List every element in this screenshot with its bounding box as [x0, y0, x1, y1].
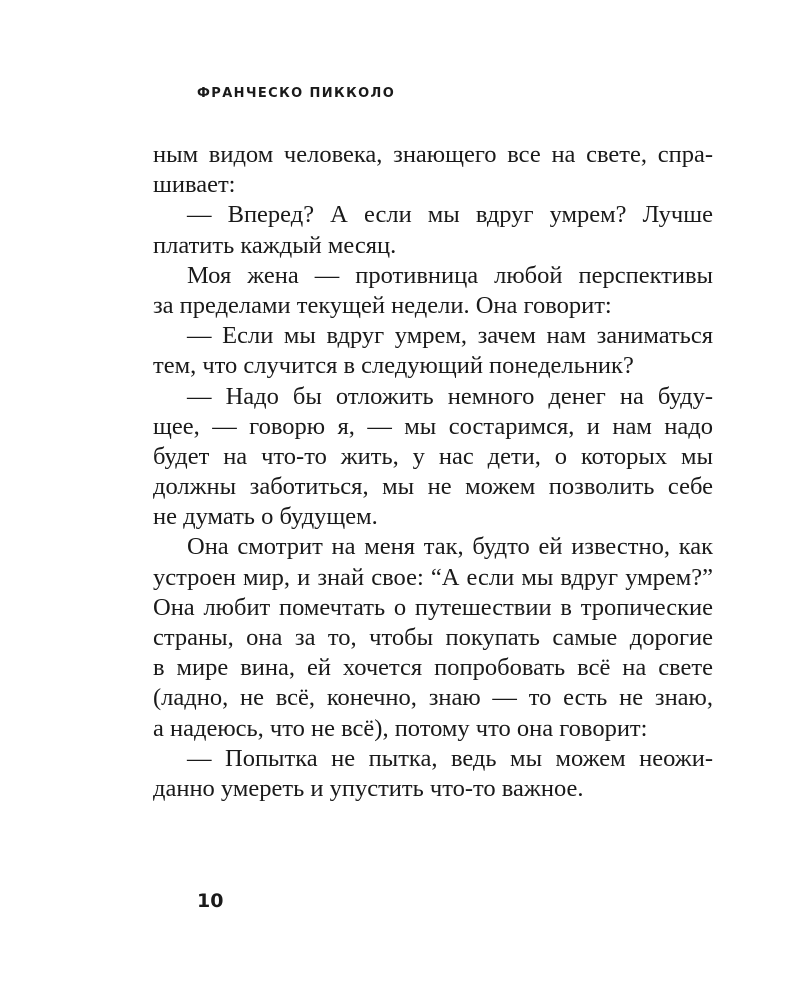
text-line: тем, что случится в следующий понедельник?: [153, 352, 634, 380]
text-line: в мире вина, ей хочется попробовать всё на свете: [153, 654, 713, 682]
text-line: ным видом человека, знающего все на свете, спра-: [153, 141, 713, 168]
text-line: — Попытка не пытка, ведь мы можем неожи-: [187, 744, 713, 772]
text-line: шивает:: [153, 171, 236, 199]
text-line: а надеюсь, что не всё), потому что она говорит:: [153, 714, 648, 742]
text-line: за пределами текущей недели. Она говорит:: [153, 291, 612, 319]
text-line: должны заботиться, мы не можем позволить себе: [153, 473, 713, 501]
running-head: ФРАНЧЕСКО ПИККОЛО: [197, 86, 396, 101]
page-number: 10: [197, 890, 224, 912]
body-text: [153, 140, 713, 804]
text-line: будет на что-то жить, у нас дети, о которых мы: [153, 442, 713, 470]
text-line: — Надо бы отложить немного денег на буду-: [187, 382, 713, 410]
text-line: устроен мир, и знай свое: “А если мы вдруг умрем?”: [153, 563, 713, 591]
text-line: — Если мы вдруг умрем, зачем нам заниматься: [187, 322, 713, 350]
text-line: (ладно, не всё, конечно, знаю — то есть не знаю,: [153, 684, 713, 712]
text-line: Моя жена — противница любой перспективы: [187, 261, 713, 289]
text-line: Она смотрит на меня так, будто ей известно, как: [187, 533, 713, 561]
text-line: не думать о будущем.: [153, 503, 378, 531]
text-line: данно умереть и упустить что-то важное.: [153, 774, 584, 802]
text-line: щее, — говорю я, — мы состаримся, и нам надо: [153, 412, 713, 440]
text-line: Она любит помечтать о путешествии в тропические: [153, 593, 713, 621]
text-line: страны, она за то, чтобы покупать самые дорогие: [153, 624, 713, 651]
text-line: — Вперед? А если мы вдруг умрем? Лучше: [187, 201, 713, 229]
text-line: платить каждый месяц.: [153, 231, 397, 259]
